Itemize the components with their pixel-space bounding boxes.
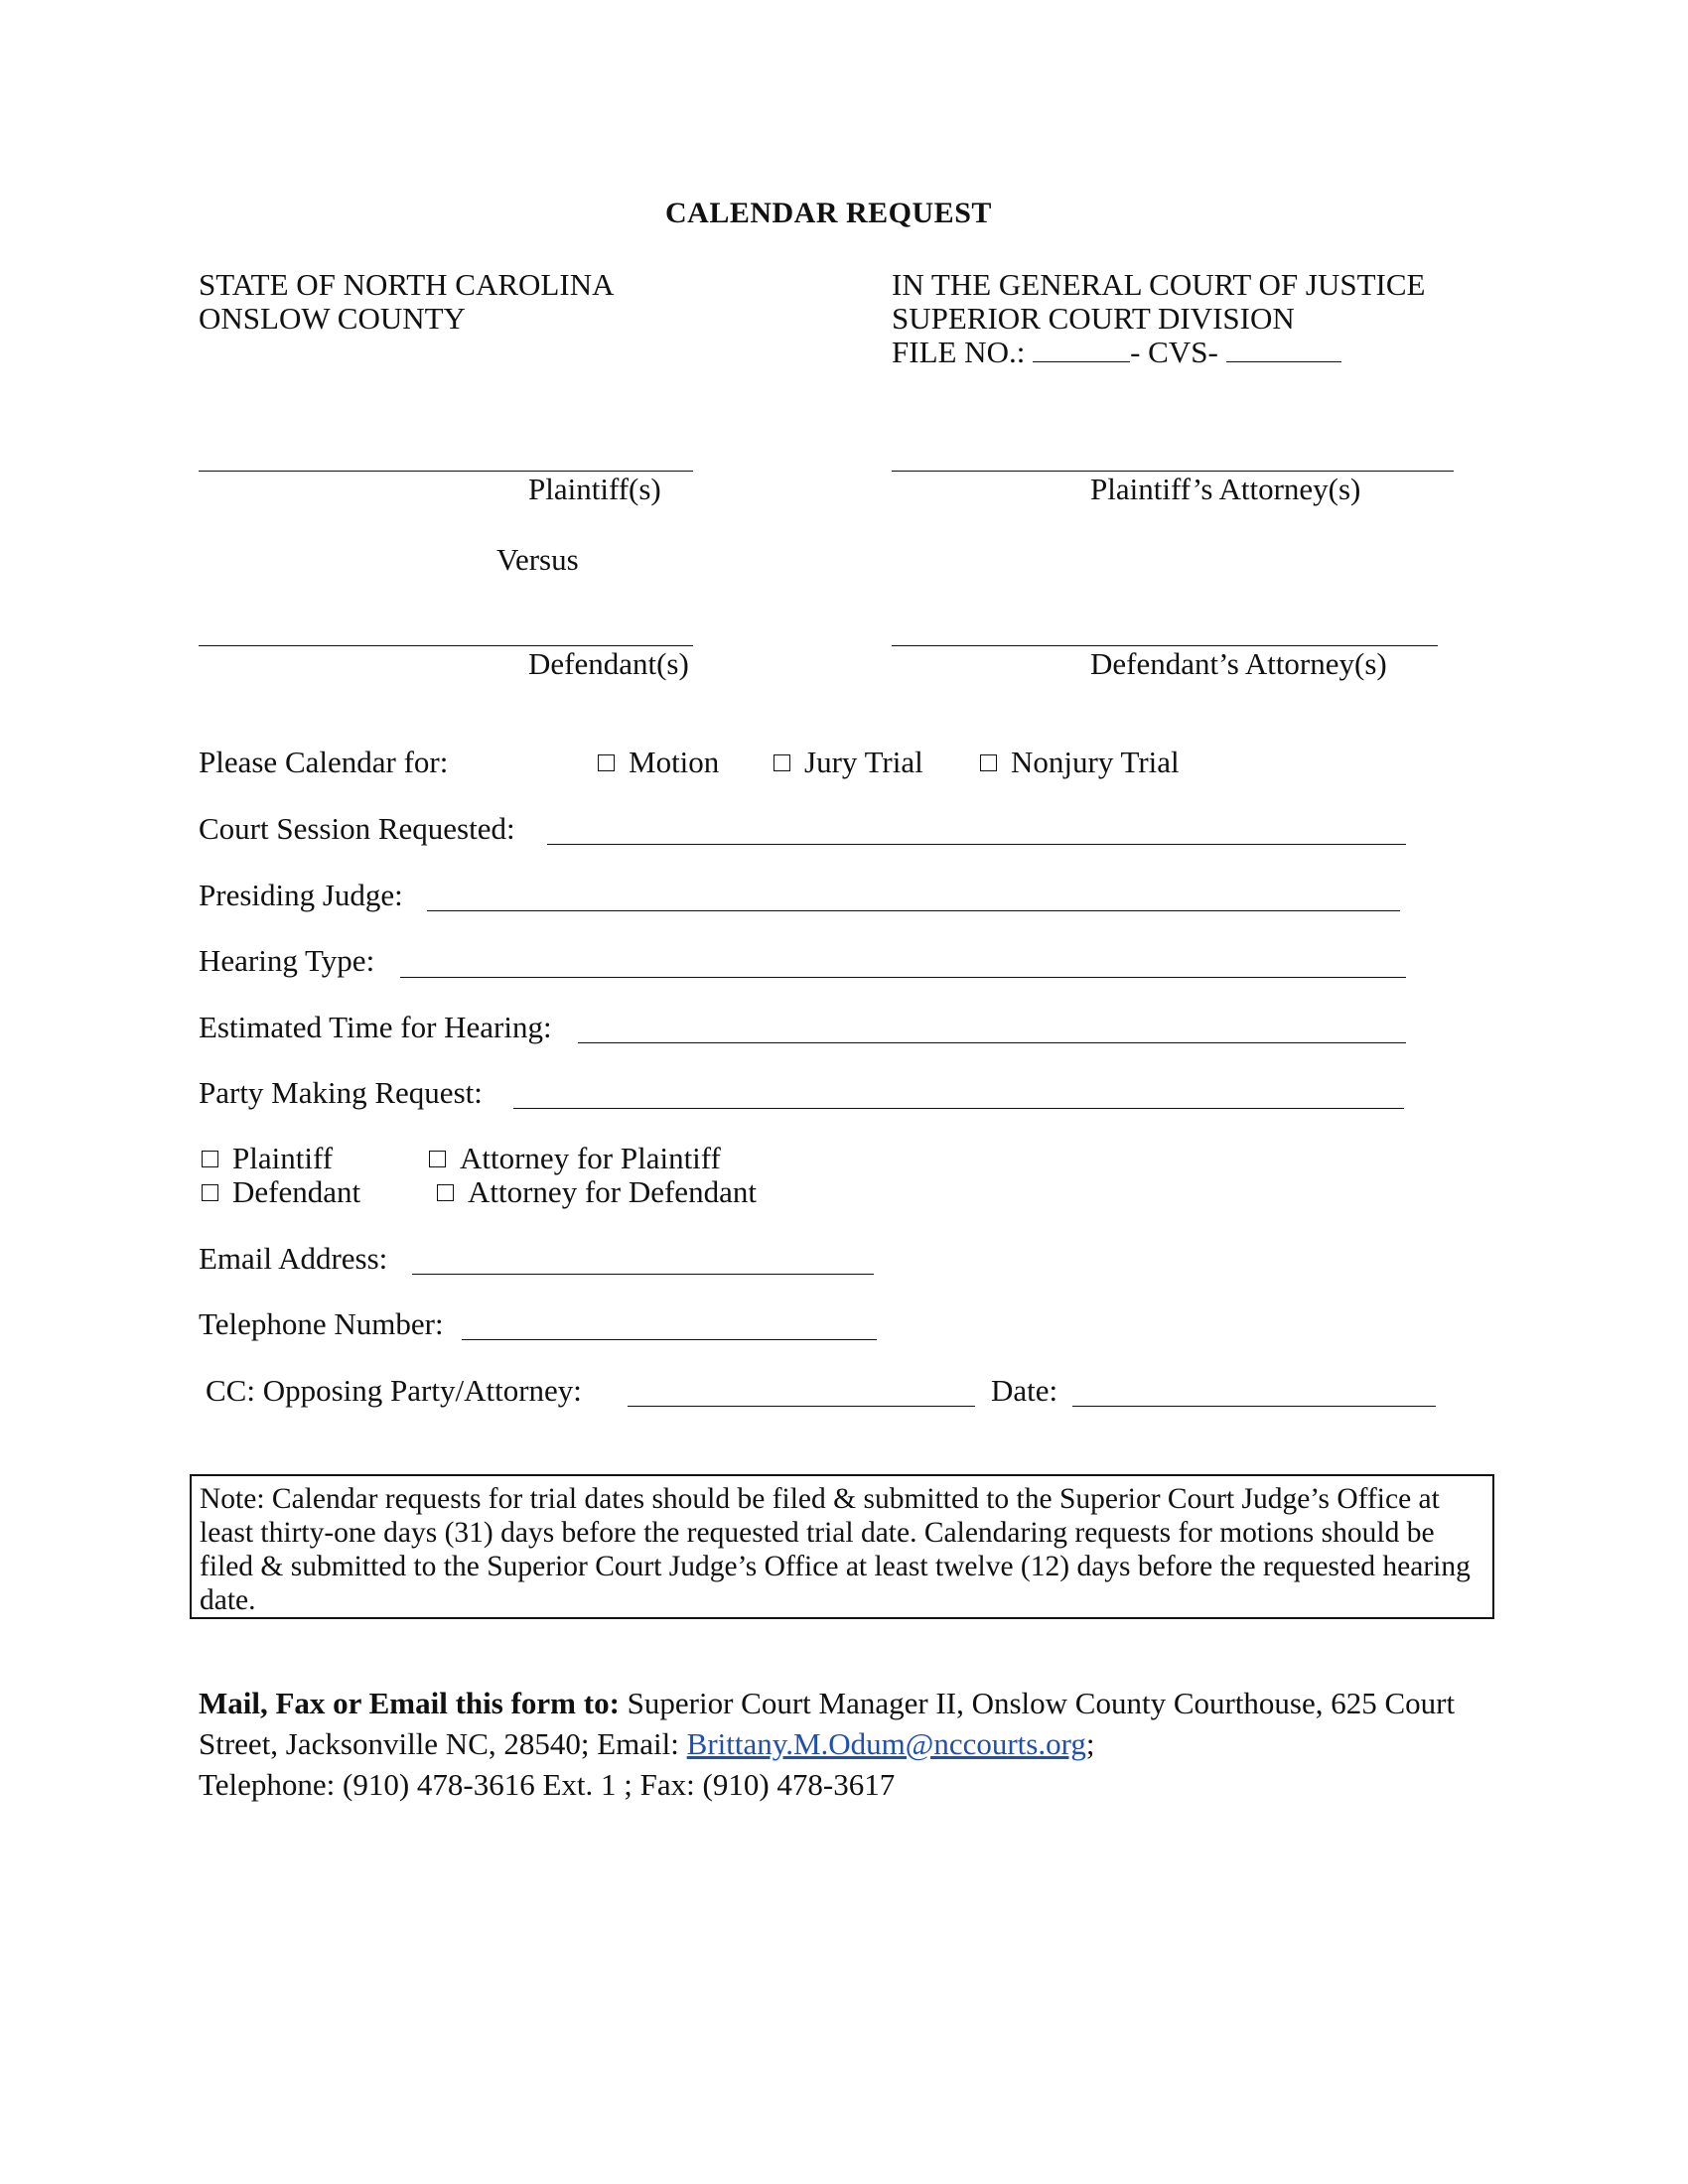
nonjury-trial-label: Nonjury Trial [1011,745,1180,779]
county-label: ONSLOW COUNTY [199,301,466,336]
party-making-request-field[interactable] [513,1108,1404,1109]
jury-trial-checkbox[interactable] [774,754,790,771]
email-trailer: ; [1085,1726,1095,1761]
attorney-plaintiff-option[interactable] [429,1142,721,1175]
defendant-checkbox[interactable] [202,1184,218,1201]
date-label: Date: [991,1373,1058,1408]
plaintiffs-label: Plaintiff(s) [528,472,661,506]
defendant-attorney-label: Defendant’s Attorney(s) [1090,646,1387,681]
party-making-request-label: Party Making Request: [199,1075,483,1110]
file-number [892,336,1341,369]
plaintiff-attorney-label: Plaintiff’s Attorney(s) [1090,472,1361,506]
defendant-option-label: Defendant [232,1174,361,1209]
versus-label: Versus [496,542,579,577]
estimated-time-label: Estimated Time for Hearing: [199,1010,552,1044]
file-cvs-label: - CVS- [1130,335,1218,369]
presiding-judge-label: Presiding Judge: [199,878,403,912]
presiding-judge-field[interactable] [427,910,1400,911]
division-label: SUPERIOR COURT DIVISION [892,301,1295,336]
telephone-label: Telephone Number: [199,1306,444,1341]
motion-option[interactable] [598,746,719,779]
nonjury-trial-option[interactable] [980,746,1180,779]
attorney-defendant-label: Attorney for Defendant [468,1174,757,1209]
email-label: Email Address: [199,1241,388,1276]
defendant-option[interactable] [202,1175,360,1209]
email-field[interactable] [412,1274,874,1275]
page-title: CALENDAR REQUEST [665,197,992,229]
cc-label: CC: Opposing Party/Attorney: [206,1373,582,1408]
court-label: IN THE GENERAL COURT OF JUSTICE [892,267,1426,302]
email-link[interactable]: Brittany.M.Odum@nccourts.org [686,1726,1086,1761]
attorney-defendant-option[interactable] [437,1175,757,1209]
motion-label: Motion [629,745,720,779]
court-session-label: Court Session Requested: [199,811,515,846]
hearing-type-field[interactable] [400,977,1406,978]
court-session-field[interactable] [547,844,1406,845]
file-year-field[interactable] [1033,336,1130,362]
jury-trial-label: Jury Trial [804,745,923,779]
submission-instructions [199,1683,1489,1805]
submission-lead: Mail, Fax or Email this form to: [199,1686,620,1720]
plaintiff-option-label: Plaintiff [232,1141,334,1175]
note-box: Note: Calendar requests for trial dates should be filed & submitted to the Superior Court Judge’s Office at least thirty-one days (31) days before the requested trial date. Calendaring requests for motions should be filed & submitted to the Superior Court Judge’s Office at least twelve (12) days before the requested hearing date. [190,1474,1494,1619]
defendants-label: Defendant(s) [528,646,689,681]
date-field[interactable] [1072,1406,1436,1407]
motion-checkbox[interactable] [598,754,615,771]
telephone-field[interactable] [462,1339,877,1340]
file-number-label: FILE NO.: [892,335,1026,369]
file-number-field[interactable] [1226,336,1341,362]
attorney-defendant-checkbox[interactable] [437,1184,454,1201]
cc-field[interactable] [628,1406,975,1407]
nonjury-trial-checkbox[interactable] [980,754,997,771]
plaintiff-checkbox[interactable] [202,1151,218,1167]
attorney-plaintiff-label: Attorney for Plaintiff [460,1141,721,1175]
estimated-time-field[interactable] [578,1042,1406,1043]
submission-address: Superior Court Manager II, Onslow County Courthouse, 625 Court Street, Jacksonville NC, 28540; Email: [199,1686,1456,1761]
state-label: STATE OF NORTH CAROLINA [199,267,615,302]
plaintiff-option[interactable] [202,1142,333,1175]
calendar-for-label: Please Calendar for: [199,745,449,779]
jury-trial-option[interactable] [774,746,923,779]
contact-phone-fax: Telephone: (910) 478-3616 Ext. 1 ; Fax: (910) 478-3617 [199,1767,896,1802]
hearing-type-label: Hearing Type: [199,943,375,978]
attorney-plaintiff-checkbox[interactable] [429,1151,446,1167]
